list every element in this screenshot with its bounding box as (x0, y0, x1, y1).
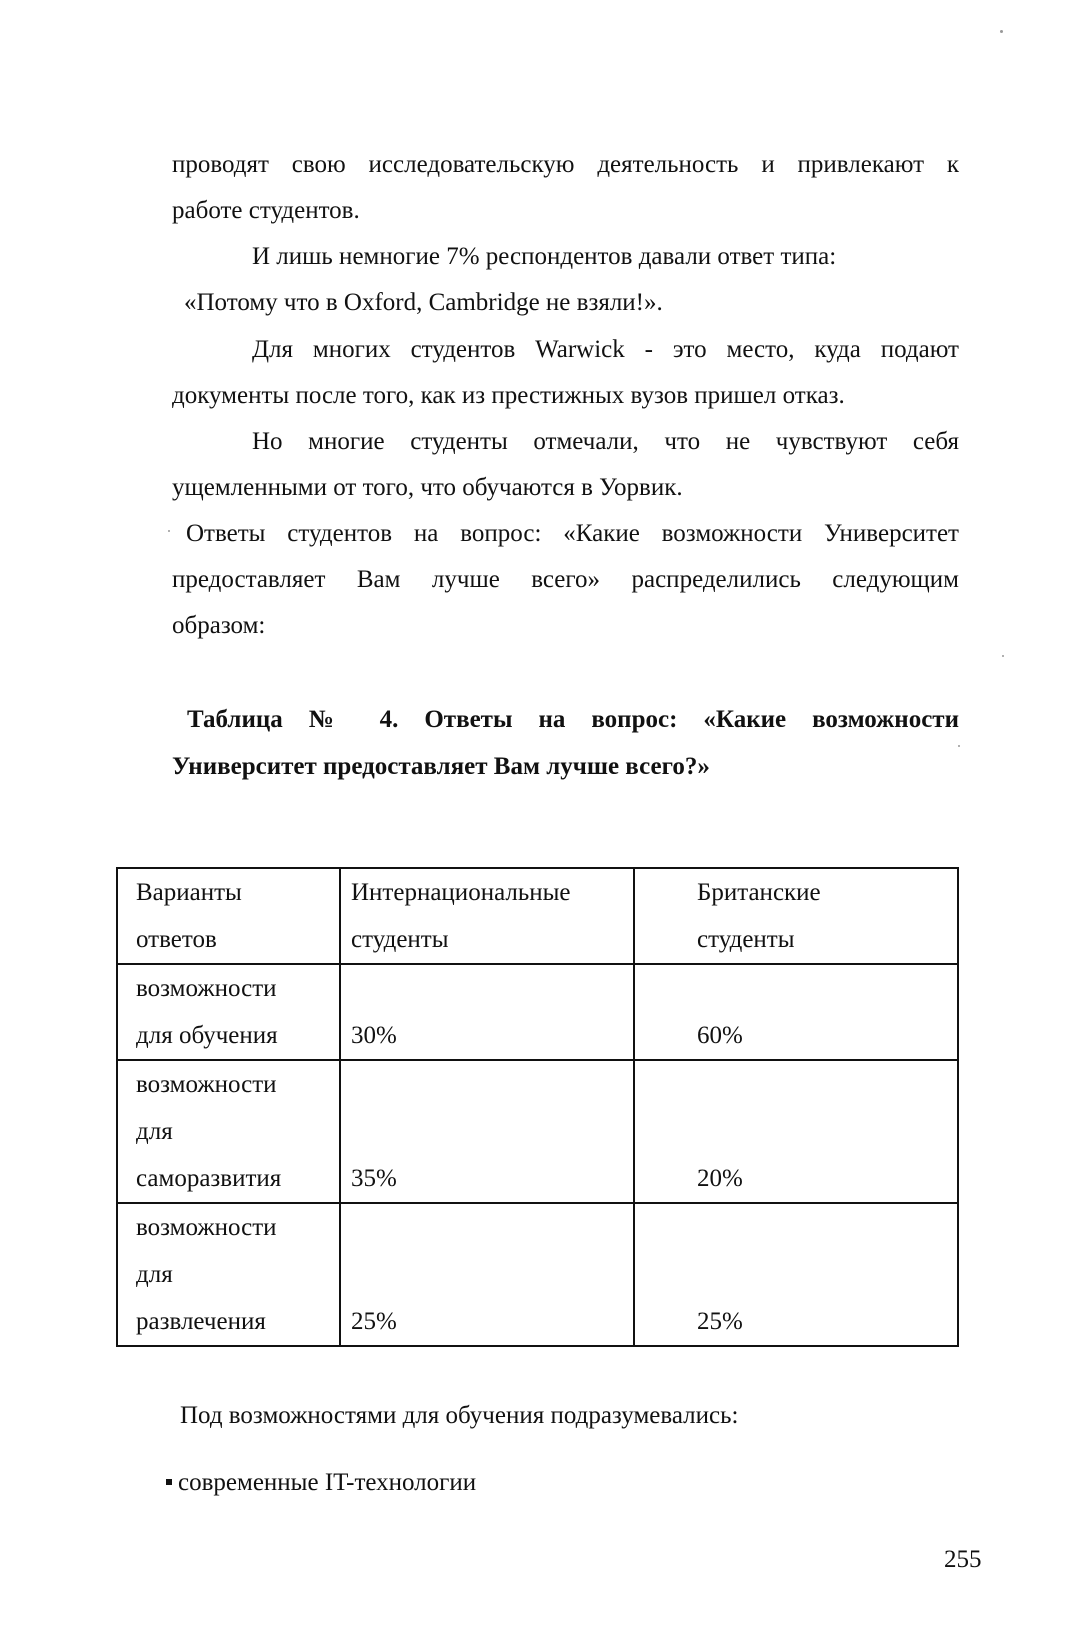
table-row (117, 1203, 958, 1346)
value-british: 25% (634, 1203, 958, 1346)
row-label-line: для (136, 1118, 173, 1145)
paragraph-line: ущемленными от того, что обучаются в Уорвик. (172, 474, 683, 501)
paragraph-line: проводят свою исследовательскую деятельность и привлекают к (172, 151, 959, 178)
paragraph-line: работе студентов. (172, 197, 360, 224)
paragraph-line: «Потому что в Oxford, Cambridge не взяли!». (184, 289, 663, 316)
table-caption (172, 696, 959, 790)
paragraph-line: Для многих студентов Warwick - это место, куда подают (252, 336, 959, 363)
value-british: 20% (634, 1060, 958, 1203)
paragraph-line: документы после того, как из престижных вузов пришел отказ. (172, 382, 845, 409)
value-international: 30% (340, 964, 634, 1060)
header-cell-british (634, 868, 958, 964)
paragraph-line: Под возможностями для обучения подразумевались: (180, 1402, 739, 1429)
paragraph-line: образом: (172, 612, 266, 639)
table-row (117, 964, 958, 1060)
caption-line: Таблица № 4. Ответы на вопрос: «Какие возможности (187, 706, 959, 733)
header-text: Варианты (136, 879, 242, 906)
value-british: 60% (634, 964, 958, 1060)
row-label-line: для (136, 1261, 173, 1288)
scan-speck (1000, 30, 1003, 33)
header-text: ответов (136, 926, 217, 953)
paragraph-line: Ответы студентов на вопрос: «Какие возможности Университет (186, 520, 959, 547)
page-number: 255 (944, 1546, 982, 1573)
row-label (117, 1060, 340, 1203)
table-header-row (117, 868, 958, 964)
row-label-line: возможности (136, 975, 277, 1002)
scan-speck (958, 745, 960, 747)
paragraph-line: Но многие студенты отмечали, что не чувствуют себя (252, 428, 959, 455)
answers-table (116, 867, 959, 1347)
row-label-line: возможности (136, 1214, 277, 1241)
bullet-icon (166, 1479, 172, 1485)
row-label-line: саморазвития (136, 1165, 282, 1192)
paragraph-line: И лишь немногие 7% респондентов давали ответ типа: (252, 243, 837, 270)
paragraph-line: предоставляет Вам лучше всего» распределились следующим (172, 566, 959, 593)
row-label (117, 1203, 340, 1346)
row-label (117, 964, 340, 1060)
value-international: 35% (340, 1060, 634, 1203)
value-international: 25% (340, 1203, 634, 1346)
header-cell-international (340, 868, 634, 964)
header-text: студенты (351, 926, 449, 953)
scan-speck (1002, 655, 1004, 657)
row-label-line: возможности (136, 1071, 277, 1098)
row-label-line: развлечения (136, 1308, 266, 1335)
table-row (117, 1060, 958, 1203)
header-text: студенты (697, 926, 795, 953)
caption-line: Университет предоставляет Вам лучше всего?» (172, 753, 710, 780)
bullet-item (166, 1460, 476, 1506)
scan-speck (168, 530, 170, 532)
bullet-text: современные IT-технологии (178, 1469, 477, 1496)
row-label-line: для обучения (136, 1022, 278, 1049)
header-cell-options (117, 868, 340, 964)
header-text: Британские (697, 879, 821, 906)
header-text: Интернациональные (351, 879, 571, 906)
